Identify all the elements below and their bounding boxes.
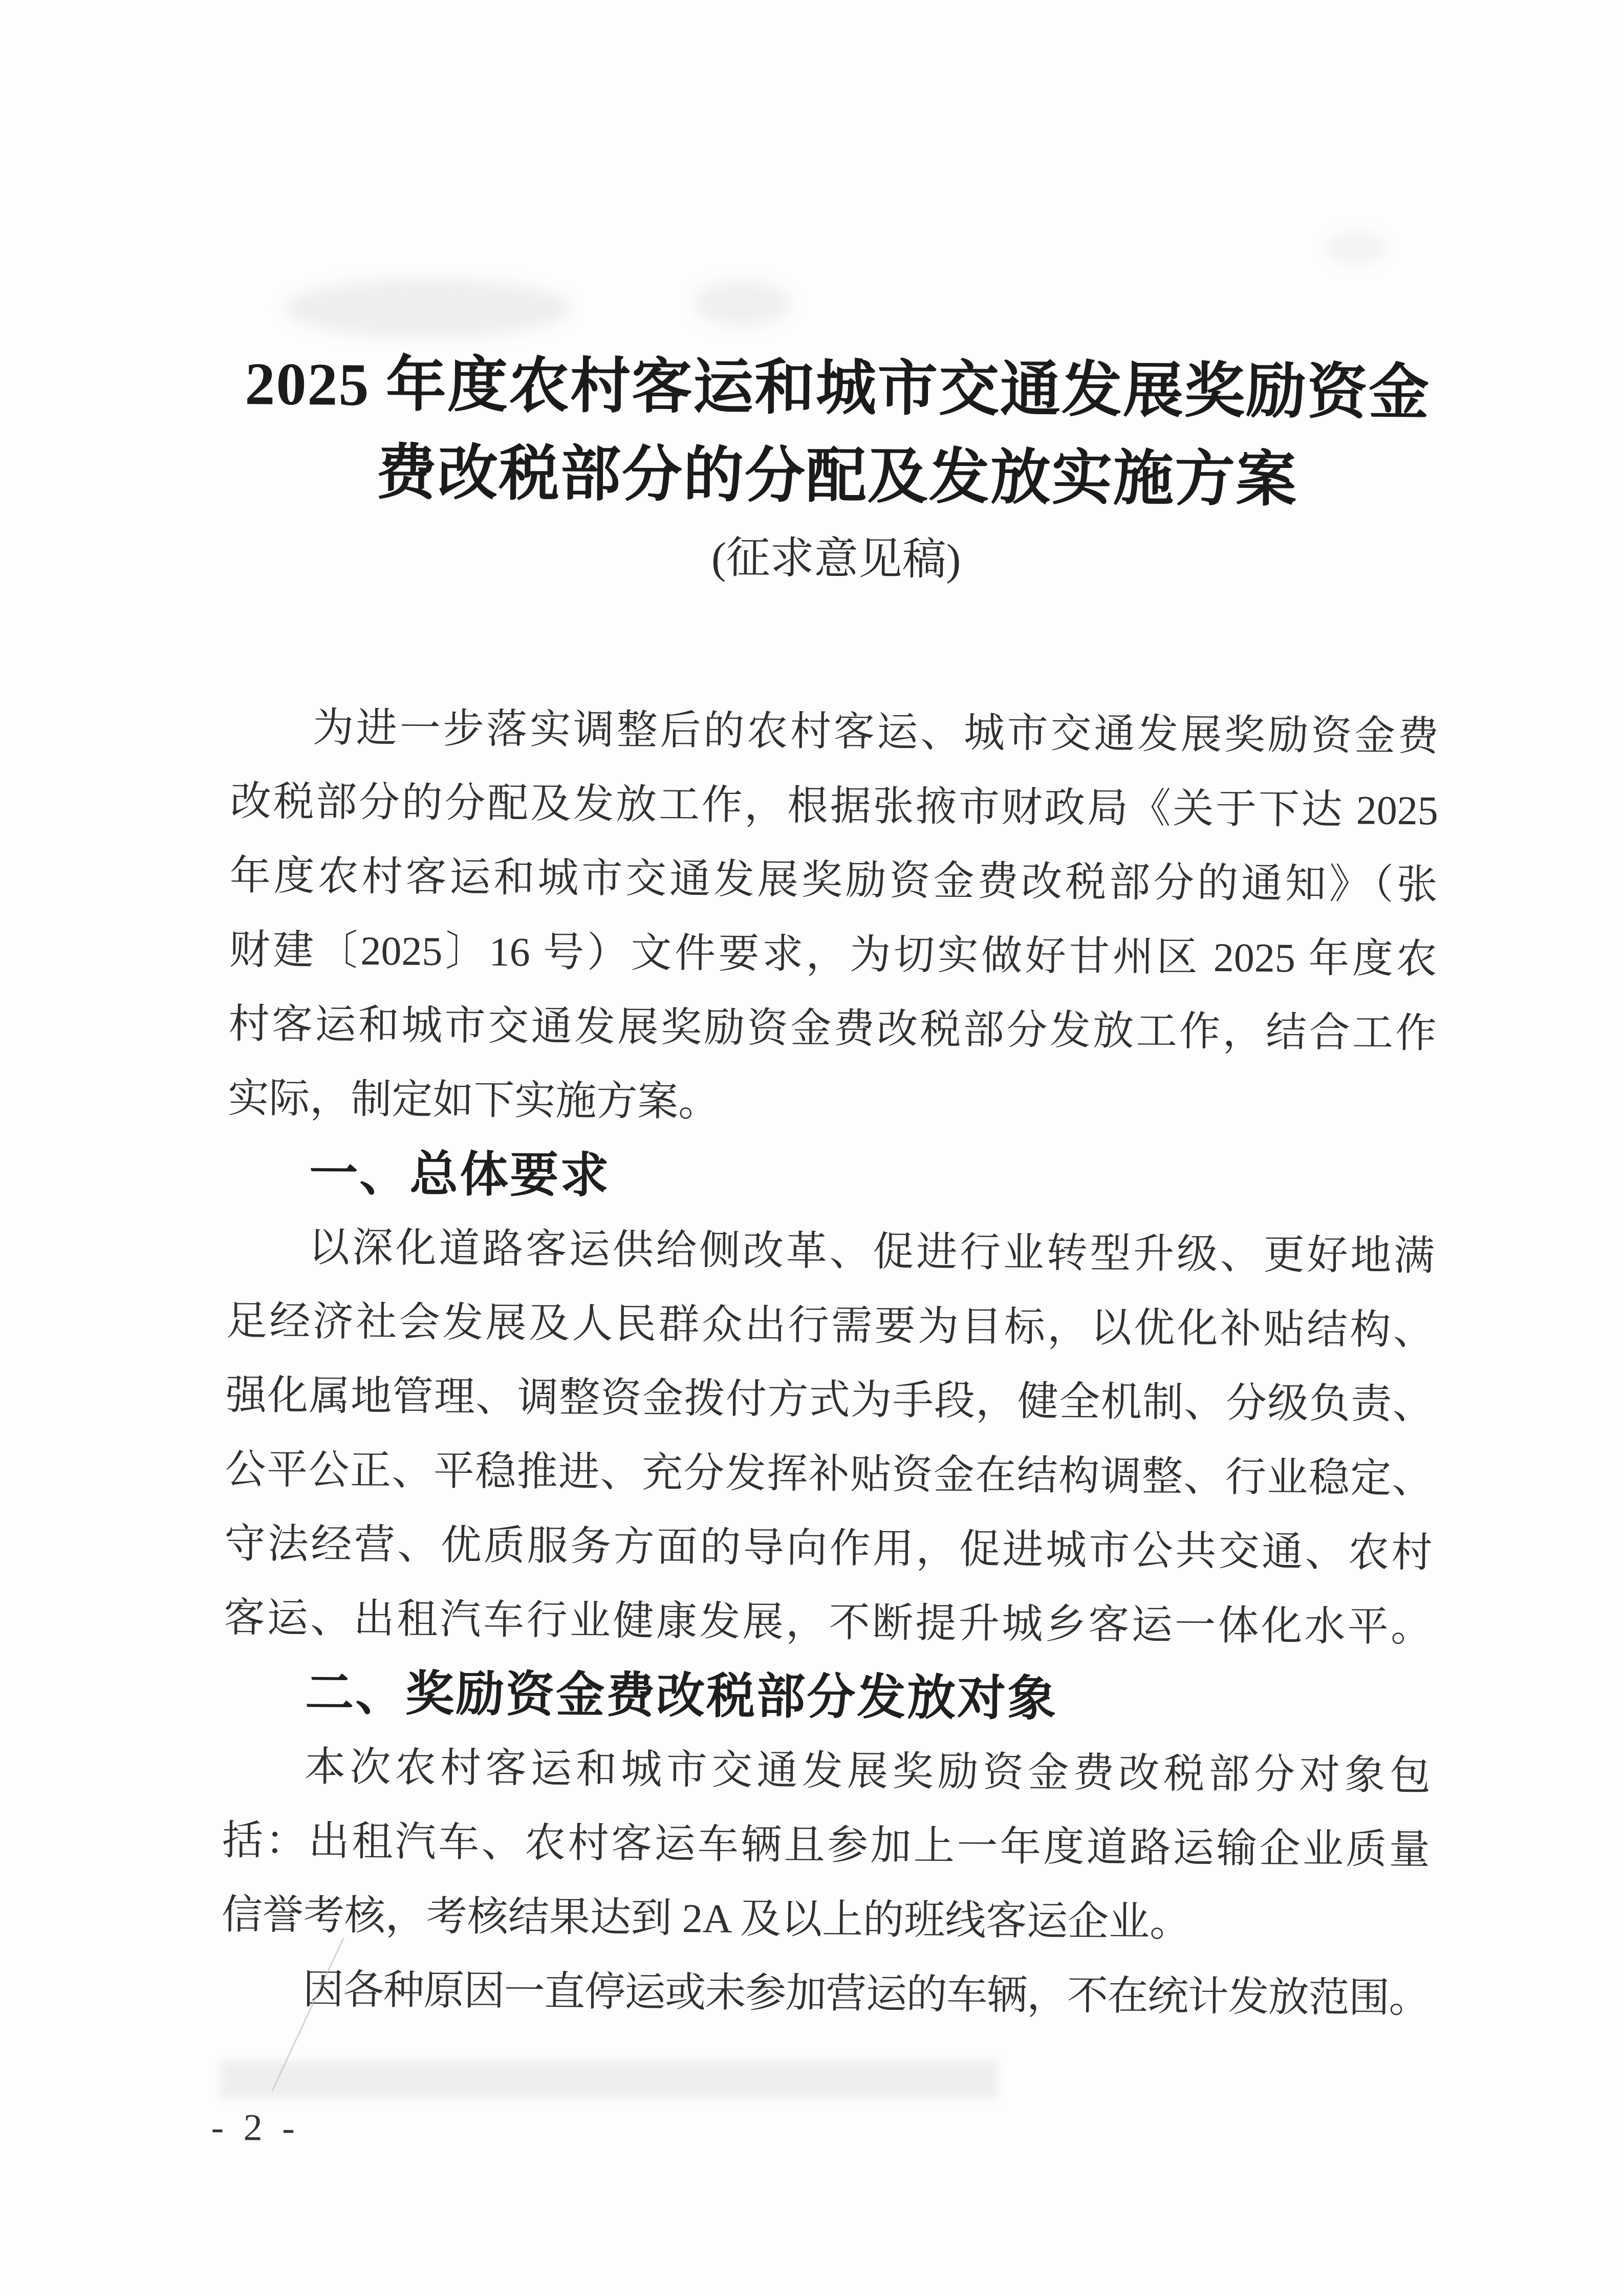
text-line: 括：出租汽车、农村客运车辆且参加上一年度道路运输企业质量 <box>222 1818 1431 1873</box>
text-line: 财建〔2025〕16 号）文件要求，为切实做好甘州区 2025 年度农 <box>229 927 1437 982</box>
text-line: 改税部分的分配及发放工作，根据张掖市财政局《关于下达 2025 <box>230 779 1439 834</box>
section-heading: 二、奖励资金费改税部分发放对象 <box>305 1666 1058 1726</box>
text-line: 强化属地管理、调整资金拨付方式为手段，健全机制、分级负责、 <box>225 1372 1434 1428</box>
document-title-line-2: 费改税部分的分配及发放实施方案 <box>376 439 1298 514</box>
scan-artifact-ghost-band <box>220 2061 998 2099</box>
text-line: 年度农村客运和城市交通发展奖励资金费改税部分的通知》（张 <box>229 853 1438 908</box>
page-number: - 2 - <box>211 2106 300 2150</box>
text-line: 因各种原因一直停运或未参加营运的车辆，不在统计发放范围。 <box>302 1967 1429 2022</box>
text-line: 本次农村客运和城市交通发展奖励资金费改税部分对象包 <box>304 1745 1431 1799</box>
text-line: 以深化道路客运供给侧改革、促进行业转型升级、更好地满 <box>308 1225 1435 1279</box>
text-line: 足经济社会发展及人民群众出行需要为目标，以优化补贴结构、 <box>226 1298 1435 1354</box>
text-line: 公平公正、平稳推进、充分发挥补贴资金在结构调整、行业稳定、 <box>225 1447 1433 1502</box>
document-subtitle: (征求意见稿) <box>711 533 961 585</box>
text-line: 实际，制定如下实施方案。 <box>228 1076 720 1125</box>
text-line: 村客运和城市交通发展奖励资金费改税部分发放工作，结合工作 <box>228 1001 1437 1057</box>
document-title-line-1: 2025 年度农村客运和城市交通发展奖励资金 <box>245 350 1431 427</box>
text-line: 为进一步落实调整后的农村客运、城市交通发展奖励资金费 <box>312 705 1439 760</box>
text-line: 客运、出租汽车行业健康发展，不断提升城乡客运一体化水平。 <box>224 1595 1432 1650</box>
document-body <box>221 691 1439 2036</box>
text-line: 守法经营、优质服务方面的导向作用，促进城市公共交通、农村 <box>224 1521 1433 1576</box>
text-line: 信誉考核，考核结果达到 2A 及以上的班线客运企业。 <box>221 1892 1191 1945</box>
section-heading: 一、总体要求 <box>309 1146 611 1203</box>
